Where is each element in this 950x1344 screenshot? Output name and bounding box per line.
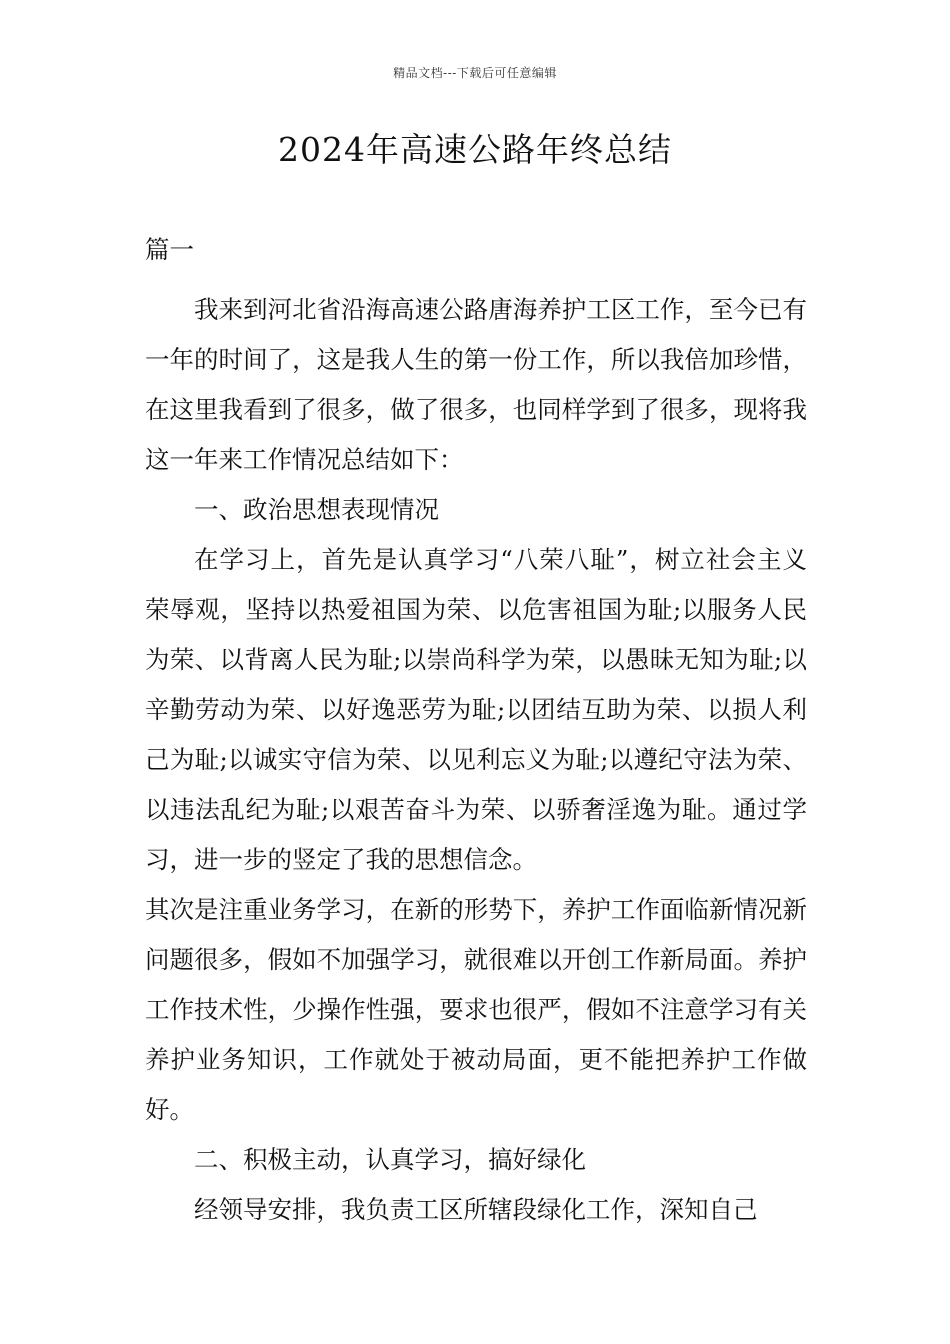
paragraph-greening: 经领导安排，我负责工区所辖段绿化工作，深知自己 — [194, 1195, 758, 1224]
paragraph-intro: 我来到河北省沿海高速公路唐海养护工区工作，至今已有一年的时间了，这是我人生的第一份工作，所以我倍加珍惜，在这里我看到了很多，做了很多，也同样学到了很多，现将我这一年来工作情况总结如下： — [145, 295, 807, 474]
paragraph-study: 在学习上，首先是认真学习“八荣八耻”，树立社会主义荣辱观，坚持以热爱祖国为荣、以危害祖国为耻;以服务人民为荣、以背离人民为耻;以崇尚科学为荣，以愚昧无知为耻;以辛勤劳动为荣、以好逸恶劳为耻;以团结互助为荣、以损人利己为耻;以诚实守信为荣、以见利忘义为耻;以遵纪守法为荣、以违法乱纪为耻;以艰苦奋斗为荣、以骄奢淫逸为耻。通过学习，进一步的竖定了我的思想信念。 — [145, 545, 807, 874]
heading-greening: 二、积极主动，认真学习，搞好绿化 — [194, 1145, 586, 1174]
section-label: 篇一 — [145, 235, 194, 264]
document-body — [145, 225, 807, 1235]
heading-political-thought: 一、政治思想表现情况 — [194, 495, 439, 524]
document-title: 2024年高速公路年终总结 — [278, 130, 672, 169]
paragraph-business-study: 其次是注重业务学习，在新的形势下，养护工作面临新情况新问题很多，假如不加强学习，就很难以开创工作新局面。养护工作技术性，少操作性强，要求也很严，假如不注意学习有关养护业务知识，工作就处于被动局面，更不能把养护工作做好。 — [145, 895, 807, 1124]
header-note: 精品文档---下载后可任意编辑 — [393, 66, 557, 80]
